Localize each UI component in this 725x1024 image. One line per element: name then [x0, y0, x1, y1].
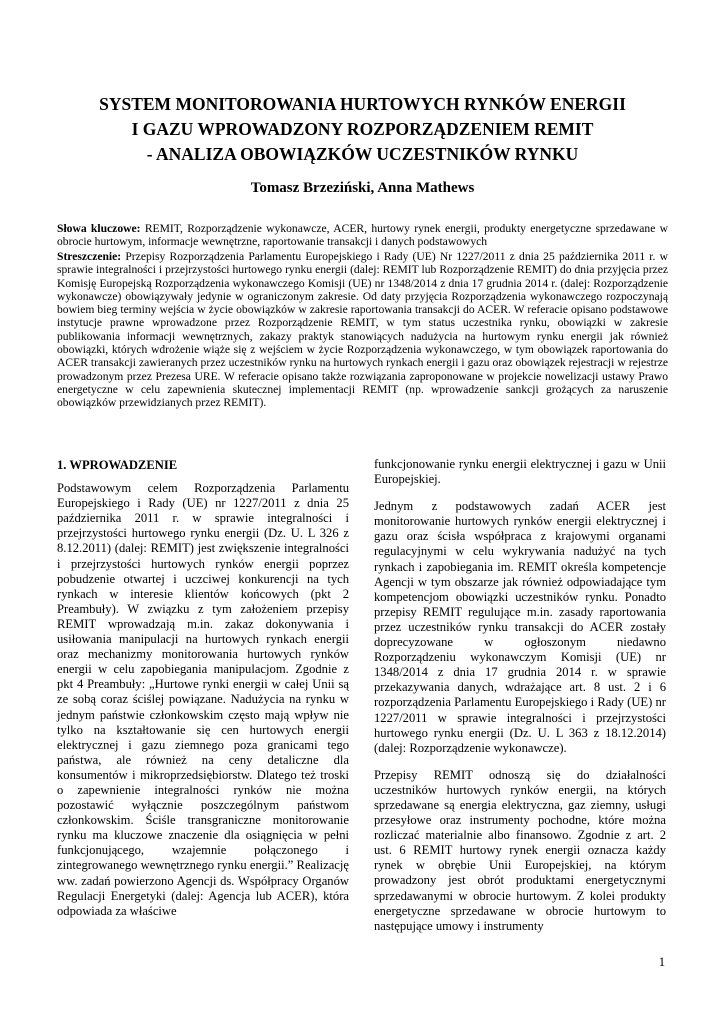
keywords [57, 222, 668, 249]
keywords-label: Słowa kluczowe: [57, 222, 141, 235]
paper-title [40, 92, 685, 167]
paragraph-1: Podstawowym celem Rozporządzenia Parlamentu Europejskiego i Rady (UE) nr 1227/2011 z dnia 25 października 2011 r. w sprawie integralności i przejrzystości hurtowego rynku energii (Dz. U. L 326 z 8.12.2011) (dalej: REMIT) jest zwiększenie integralności i przejrzystości hurtowych rynków energii poprzez pobudzenie otwartej i uczciwej konkurencji na tych rynkach w interesie klientów końcowych (pkt 2 Preambuły). W związku z tym założeniem przepisy REMIT wprowadzają m.in. zakaz dokonywania i usiłowania manipulacji na hurtowych rynkach energii oraz mechanizmy monitorowania hurtowych rynków energii w celu zapobiegania manipulacjom. Zgodnie z pkt 4 Preambuły: „Hurtowe rynki energii w całej Unii są ze sobą coraz ściślej powiązane. Nadużycia na rynku w jednym państwie członkowskim często mają wpływ nie tylko na kształtowanie się cen hurtowych energii elektrycznej i gazu ziemnego poza granicami tego państwa, ale również na ceny detaliczne dla konsumentów i mikroprzedsiębiorstw. Dlatego też troski o zapewnienie integralności rynków nie można pozostawić wyłącznie poszczególnym państwom członkowskim. Ściśle transgraniczne monitorowanie rynku ma kluczowe znaczenie dla osiągnięcia w pełni funkcjonującego, wzajemnie połączonego i zintegrowanego wewnętrznego rynku energii.” Realizację ww. zadań powierzono Agencji ds. Współpracy Organów Regulacji Energetyki (dalej: Agencja lub ACER), która odpowiada za właściwe [57, 481, 349, 918]
right-column [374, 457, 666, 934]
title-line-1: SYSTEM MONITOROWANIA HURTOWYCH RYNKÓW ENERGII [99, 94, 626, 114]
title-line-2: I GAZU WPROWADZONY ROZPORZĄDZENIEM REMIT [131, 119, 594, 139]
abstract-text: Przepisy Rozporządzenia Parlamentu Europejskiego i Rady (UE) Nr 1227/2011 z dnia 25 października 2011 r. w sprawie integralności i przejrzystości hurtowego rynku energii (dalej: REMIT lub Rozporządzenie REMIT) do dnia przyjęcia przez Komisję Europejską Rozporządzenia wykonawczego Komisji (UE) nr 1348/2014 z dnia 17 grudnia 2014 r. (dalej: Rozporządzenie wykonawcze) obowiązywały jedynie w ograniczonym zakresie. Od daty przyjęcia Rozporządzenia wykonawczego rozpoczynają bowiem bieg terminy wejścia w życie obowiązków w zakresie raportowania transakcji do ACER. W referacie opisano podstawowe instytucje prawne wprowadzone przez Rozporządzenie REMIT, w tym status uczestnika rynku, obowiązki w zakresie publikowania informacji wewnętrznych, zakazy praktyk stanowiących nadużycia na hurtowym rynku energii jak również obowiązki, których wdrożenie wiąże się z wejściem w życie Rozporządzenia wykonawczego, w tym obowiązek raportowania do ACER transakcji zawieranych przez uczestników rynku na hurtowych rynkach energii i gazu oraz obowiązek rejestracji w rejestrze prowadzonym przez Prezesa URE. W referacie opisano także rozwiązania zaproponowane w projekcie nowelizacji ustawy Prawo energetyczne w celu zapewnienia skutecznej implementacji REMIT (np. wprowadzenie sankcji grożących za naruszenie obowiązków przewidzianych przez REMIT). [57, 250, 668, 410]
paragraph-2: Jednym z podstawowych zadań ACER jest monitorowanie hurtowych rynków energii elektrycznej i gazu oraz ścisła współpraca z krajowymi organami regulacyjnymi w celu wykrywania nadużyć na tych rynkach i zapobiegania im. REMIT określa kompetencje Agencji w tym obszarze jak również odpowiadające tym kompetencjom obowiązki uczestników rynku. Ponadto przepisy REMIT regulujące m.in. zasady raportowania przez uczestników rynku transakcji do ACER zostały doprecyzowane w ogłoszonym niedawno Rozporządzeniu wykonawczym Komisji (UE) nr 1348/2014 z dnia 17 grudnia 2014 r. w sprawie przekazywania danych, wdrażające art. 8 ust. 2 i 6 rozporządzenia Parlamentu Europejskiego i Rady (UE) nr 1227/2011 w sprawie integralności i przejrzystości hurtowego rynku energii (Dz. U. L 363 z 18.12.2014) (dalej: Rozporządzenie wykonawcze). [374, 499, 666, 755]
paragraph-1-continued: funkcjonowanie rynku energii elektrycznej i gazu w Unii Europejskiej. [374, 457, 666, 487]
page-number: 1 [658, 955, 665, 969]
section-heading: 1. WPROWADZENIE [57, 458, 178, 472]
abstract-label: Streszczenie: [57, 250, 122, 263]
left-column [57, 458, 349, 919]
keywords-text: REMIT, Rozporządzenie wykonawcze, ACER, hurtowy rynek energii, produkty energetyczne sprzedawane w obrocie hurtowym, informacje wewnętrzne, raportowanie transakcji i danych podstawowych [57, 222, 669, 249]
title-line-3: - ANALIZA OBOWIĄZKÓW UCZESTNIKÓW RYNKU [146, 144, 579, 164]
paragraph-3: Przepisy REMIT odnoszą się do działalności uczestników hurtowych rynków energii, na których sprzedawane są energia elektryczna, gaz ziemny, usługi przesyłowe oraz instrumenty pochodne, które można rozliczać materialnie albo finansowo. Zgodnie z art. 2 ust. 6 REMIT hurtowy rynek energii oznacza każdy rynek w obrębie Unii Europejskiej, na którym prowadzony jest obrót produktami energetycznymi sprzedawanymi w obrocie hurtowym. Z kolei produkty energetyczne sprzedawane w obrocie hurtowym to następujące umowy i instrumenty [374, 767, 666, 933]
abstract [57, 250, 668, 410]
authors: Tomasz Brzeziński, Anna Mathews [250, 180, 475, 196]
